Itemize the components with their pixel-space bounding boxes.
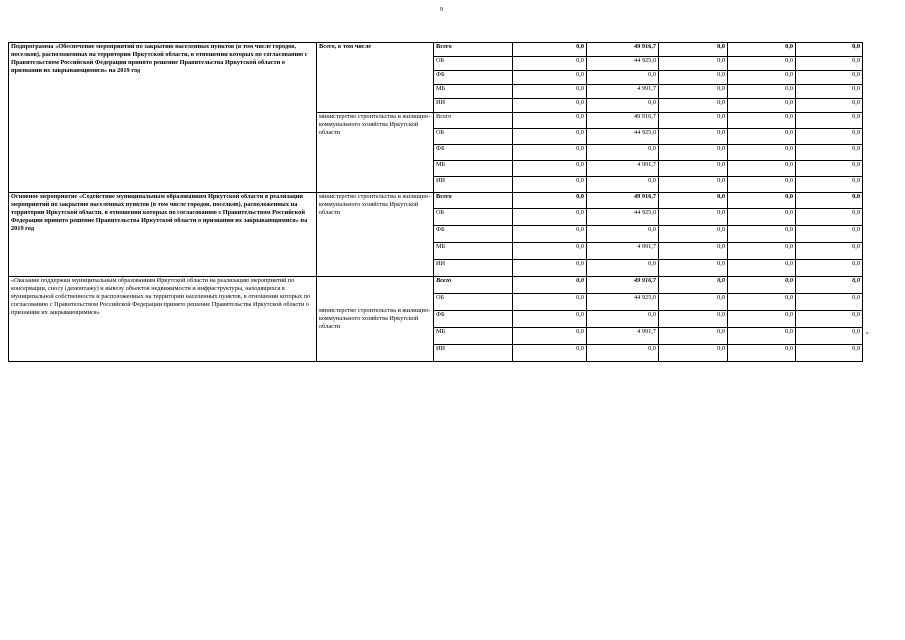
value-cell: 0,0 — [513, 243, 587, 260]
value-cell: 0,0 — [796, 345, 863, 362]
value-cell: 0,0 — [513, 260, 587, 277]
source-cell: ОБ — [434, 294, 513, 311]
value-cell: 0,0 — [728, 161, 796, 177]
value-cell: 0,0 — [513, 294, 587, 311]
value-cell: 0,0 — [513, 85, 587, 99]
executor-cell: Всего, в том числе — [317, 43, 434, 113]
value-cell: 0,0 — [513, 71, 587, 85]
value-cell: 0,0 — [513, 177, 587, 193]
executor-cell: министерство строительства и жилищно-коммунального хозяйства Иркутской области — [317, 113, 434, 193]
value-cell: 0,0 — [796, 99, 863, 113]
table-row — [9, 277, 863, 294]
value-cell: 0,0 — [659, 129, 728, 145]
executor-cell: министерство строительства и жилищно-коммунального хозяйства Иркутской области — [317, 193, 434, 277]
source-cell: ИИ — [434, 345, 513, 362]
value-cell: 0,0 — [587, 99, 659, 113]
value-cell: 0,0 — [659, 57, 728, 71]
value-cell: 0,0 — [659, 85, 728, 99]
main-activity-description: Основное мероприятие «Содействие муниципальным образованиям Иркутской области в реализации мероприятий по закрытию населенных пунктов (в том числе городов, поселков), расположенных на территории Иркутской области, в отношении которых по согласованию с Правительством Российской Федерации принято решение Правительства Иркутской области о признании их закрывающимися» на 2019 год — [9, 193, 317, 277]
value-cell: 0,0 — [513, 57, 587, 71]
value-cell: 0,0 — [728, 129, 796, 145]
source-cell: Всего — [434, 277, 513, 294]
value-cell: 0,0 — [796, 161, 863, 177]
source-cell: МБ — [434, 328, 513, 345]
value-cell: 0,0 — [659, 345, 728, 362]
source-cell: ФБ — [434, 145, 513, 161]
value-cell: 0,0 — [796, 277, 863, 294]
value-cell: 0,0 — [513, 43, 587, 57]
value-cell: 0,0 — [659, 71, 728, 85]
source-cell: ОБ — [434, 57, 513, 71]
value-cell: 0,0 — [587, 345, 659, 362]
value-cell: 0,0 — [728, 345, 796, 362]
source-cell: Всего — [434, 193, 513, 209]
value-cell: 0,0 — [728, 226, 796, 243]
value-cell: 0,0 — [659, 328, 728, 345]
value-cell: 0,0 — [659, 193, 728, 209]
value-cell: 0,0 — [728, 243, 796, 260]
value-cell: 0,0 — [587, 145, 659, 161]
value-cell: 0,0 — [659, 226, 728, 243]
value-cell: 0,0 — [513, 113, 587, 129]
value-cell: 49 916,7 — [587, 113, 659, 129]
value-cell: 44 925,0 — [587, 294, 659, 311]
value-cell: 0,0 — [728, 193, 796, 209]
value-cell: 0,0 — [513, 193, 587, 209]
source-cell: ОБ — [434, 209, 513, 226]
value-cell: 49 916,7 — [587, 43, 659, 57]
value-cell: 0,0 — [728, 57, 796, 71]
source-cell: ИИ — [434, 260, 513, 277]
source-cell: Всего — [434, 113, 513, 129]
value-cell: 0,0 — [587, 260, 659, 277]
source-cell: МБ — [434, 161, 513, 177]
value-cell: 4 991,7 — [587, 328, 659, 345]
value-cell: 0,0 — [659, 277, 728, 294]
value-cell: 0,0 — [659, 113, 728, 129]
value-cell: 44 925,0 — [587, 209, 659, 226]
value-cell: 0,0 — [796, 260, 863, 277]
value-cell: 0,0 — [728, 260, 796, 277]
value-cell: 0,0 — [659, 260, 728, 277]
executor-cell: министерство строительства и жилищно-коммунального хозяйства Иркутской области — [317, 277, 434, 362]
measure-description: «Оказание поддержки муниципальным образованиям Иркутской области на реализацию мероприятий по консервации, сносу (демонтажу) и вывозу объектов недвижимости и инфраструктуры, находящихся в муниципальной собственности и расположенных на территории населенных пунктов, в отношении которых по согласованию с Правительством Российской Федерации принято решение Правительства Иркутской области о признании их закрывающимися» — [9, 277, 317, 362]
financing-table — [8, 42, 863, 362]
source-cell: МБ — [434, 243, 513, 260]
value-cell: 0,0 — [587, 311, 659, 328]
source-cell: ОБ — [434, 129, 513, 145]
value-cell: 0,0 — [587, 177, 659, 193]
value-cell: 0,0 — [513, 345, 587, 362]
value-cell: 0,0 — [513, 226, 587, 243]
value-cell: 0,0 — [796, 113, 863, 129]
source-cell: МБ — [434, 85, 513, 99]
closing-quote-mark: ». — [866, 331, 870, 336]
value-cell: 0,0 — [513, 145, 587, 161]
page-number: 9 — [440, 7, 443, 13]
source-cell: ИИ — [434, 99, 513, 113]
value-cell: 0,0 — [659, 209, 728, 226]
value-cell: 0,0 — [796, 226, 863, 243]
value-cell: 0,0 — [513, 129, 587, 145]
value-cell: 0,0 — [513, 311, 587, 328]
value-cell: 0,0 — [659, 243, 728, 260]
value-cell: 0,0 — [728, 294, 796, 311]
value-cell: 0,0 — [728, 113, 796, 129]
value-cell: 0,0 — [796, 43, 863, 57]
value-cell: 0,0 — [728, 99, 796, 113]
source-cell: ИИ — [434, 177, 513, 193]
value-cell: 0,0 — [796, 85, 863, 99]
value-cell: 0,0 — [728, 85, 796, 99]
value-cell: 4 991,7 — [587, 161, 659, 177]
value-cell: 0,0 — [659, 294, 728, 311]
value-cell: 0,0 — [513, 161, 587, 177]
value-cell: 49 916,7 — [587, 193, 659, 209]
value-cell: 0,0 — [659, 43, 728, 57]
value-cell: 0,0 — [796, 209, 863, 226]
source-cell: ФБ — [434, 311, 513, 328]
value-cell: 0,0 — [728, 177, 796, 193]
value-cell: 0,0 — [796, 294, 863, 311]
value-cell: 0,0 — [728, 145, 796, 161]
value-cell: 0,0 — [796, 193, 863, 209]
value-cell: 4 991,7 — [587, 243, 659, 260]
table-row — [9, 43, 863, 57]
value-cell: 0,0 — [659, 161, 728, 177]
value-cell: 0,0 — [513, 209, 587, 226]
value-cell: 0,0 — [796, 328, 863, 345]
source-cell: ФБ — [434, 226, 513, 243]
value-cell: 0,0 — [587, 71, 659, 85]
value-cell: 0,0 — [728, 43, 796, 57]
value-cell: 44 925,0 — [587, 129, 659, 145]
value-cell: 0,0 — [728, 71, 796, 85]
value-cell: 0,0 — [796, 145, 863, 161]
value-cell: 0,0 — [659, 311, 728, 328]
value-cell: 0,0 — [513, 99, 587, 113]
table-row — [9, 193, 863, 209]
value-cell: 49 916,7 — [587, 277, 659, 294]
value-cell: 0,0 — [796, 71, 863, 85]
value-cell: 0,0 — [659, 177, 728, 193]
value-cell: 0,0 — [513, 277, 587, 294]
value-cell: 0,0 — [796, 311, 863, 328]
value-cell: 0,0 — [728, 277, 796, 294]
value-cell: 0,0 — [659, 99, 728, 113]
subprogram-description: Подпрограмма «Обеспечение мероприятий по закрытию населенных пунктов (в том числе городов, поселков), расположенных на территории Иркутской области, в отношении которых по согласованию с Правительством Российской Федерации принято решение Правительства Иркутской области о признании их закрывающимися» на 2019 год — [9, 43, 317, 193]
value-cell: 0,0 — [796, 129, 863, 145]
value-cell: 4 991,7 — [587, 85, 659, 99]
value-cell: 0,0 — [587, 226, 659, 243]
value-cell: 0,0 — [796, 57, 863, 71]
value-cell: 0,0 — [728, 311, 796, 328]
value-cell: 0,0 — [796, 177, 863, 193]
source-cell: ФБ — [434, 71, 513, 85]
value-cell: 0,0 — [513, 328, 587, 345]
value-cell: 0,0 — [796, 243, 863, 260]
value-cell: 44 925,0 — [587, 57, 659, 71]
value-cell: 0,0 — [728, 328, 796, 345]
value-cell: 0,0 — [728, 209, 796, 226]
value-cell: 0,0 — [659, 145, 728, 161]
source-cell: Всего — [434, 43, 513, 57]
